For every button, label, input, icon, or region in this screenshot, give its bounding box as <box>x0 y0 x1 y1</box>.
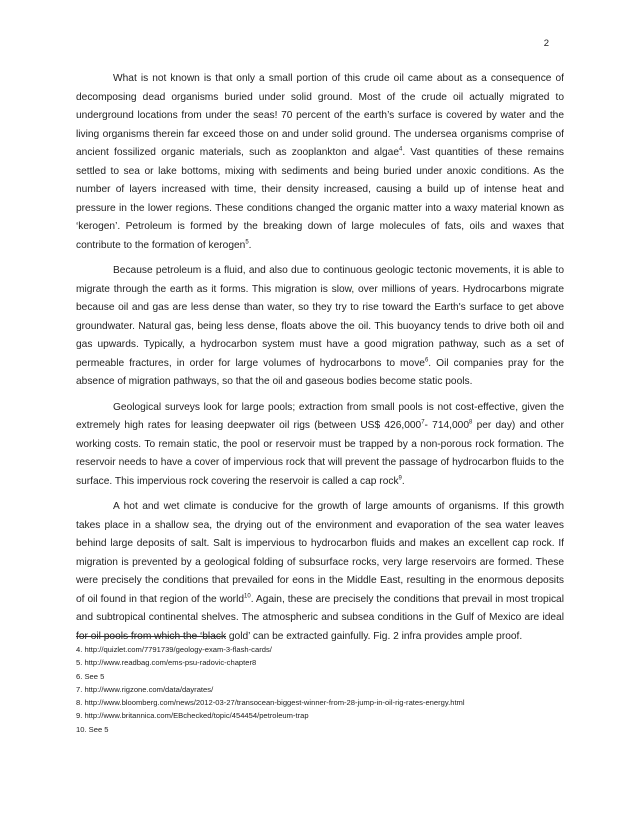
footnote: 10. See 5 <box>76 724 109 734</box>
footnote-ref: 9 <box>398 475 402 482</box>
body-text <box>76 70 564 653</box>
text-run: . <box>248 239 252 251</box>
footnote-ref: 5 <box>245 239 249 246</box>
text-run: . Again, these are precisely the conditions that prevail in most tropical and subtropical continental shelves. The atmospheric and subsea conditions in the Gulf of Mexico are ideal for oil pools from which the ‘black gold’ can be extracted gainfully. Fig. 2 infra provides ample proof. <box>76 593 564 642</box>
text-run: - 714,000 <box>424 420 469 431</box>
text-run: . Vast quantities of these remains settled to sea or lake bottoms, mixing with sediments and being buried under anoxic conditions. As the number of layers increased with time, their density increased, causing a build up of intense heat and pressure in the lower regions. These conditions changed the organic matter into a waxy material known as ‘kerogen’. Petroleum is formed by the breaking down of large molecules of fats, oils and waxes that contribute to the formation of kerogen <box>76 147 564 251</box>
footnote-ref: 8 <box>469 419 473 426</box>
footnote: 6. See 5 <box>76 671 105 681</box>
footnote: 8. http://www.bloomberg.com/news/2012-03-27/transocean-biggest-winner-from-28-jump-in-oil-rig-rates-energy.html <box>76 698 465 708</box>
paragraph <box>76 498 564 646</box>
footnote-ref: 10 <box>244 593 251 600</box>
footnote: 9. http://www.britannica.com/EBchecked/topic/454454/petroleum-trap <box>76 711 309 721</box>
text-run: . <box>401 475 405 487</box>
paragraph <box>76 262 564 392</box>
footnote: 5. http://www.readbag.com/ems-psu-radovic-chapter8 <box>76 658 257 668</box>
footnote-ref: 6 <box>424 357 429 364</box>
text-run: What is not known is that only a small portion of this crude oil came about as a consequence of decomposing dead organisms buried under solid ground. Most of the crude oil actually migrated to underground locations from under the seas! 70 percent of the earth’s surface is covered by water and the living organisms therein far exceed those on and under solid ground. The undersea organisms comprise of ancient fossilized organic materials, such as zooplankton and algae <box>76 73 564 158</box>
footnote: 4. http://quizlet.com/7791739/geology-exam-3-flash-cards/ <box>76 645 272 654</box>
footnotes <box>76 643 576 736</box>
footnote-ref: 7 <box>421 419 425 426</box>
paragraph <box>76 70 564 255</box>
text-run: . Oil companies pray for the absence of migration pathways, so that the oil and gaseous bodies become static pools. <box>76 357 564 387</box>
footnote-ref: 4 <box>398 146 403 153</box>
paragraph <box>76 399 564 492</box>
footnote-divider <box>76 636 226 637</box>
page-number: 2 <box>543 38 549 49</box>
text-run: Because petroleum is a fluid, and also due to continuous geologic tectonic movements, it is able to migrate through the earth as it forms. This migration is slow, over millions of years. Hydrocarbons migrate because oil and gas are less dense than water, so they try to rise toward the Earth's surface to get above groundwater. Natural gas, being less dense, floats above the oil. This buoyancy tends to drive both oil and gas upwards. Typically, a hydrocarbon system must have a good migration pathway, such as a set of permeable fractures, in order for large volumes of hydrocarbons to move <box>76 265 564 369</box>
text-run: Geological surveys look for large pools; extraction from small pools is not cost-effective, given the extremely high rates for leasing deepwater oil rigs (between US$ 426,000 <box>76 401 564 431</box>
footnote: 7. http://www.rigzone.com/data/dayrates/ <box>76 684 214 694</box>
text-run: per day) and other working costs. To remain static, the pool or reservoir must be trapped by a non-porous rock formation. The reservoir needs to have a cover of impervious rock that will prevent the passage of hydrocarbon fluids to the surface. This impervious rock covering the reservoir is called a cap rock <box>76 420 564 487</box>
text-run: A hot and wet climate is conducive for the growth of large amounts of organisms. If this growth takes place in a shallow sea, the drying out of the environment and evaporation of the sea water leaves behind large deposits of salt. Salt is impervious to hydrocarbon fluids and makes an excellent cap rock. If migration is prevented by a geological folding of subsurface rocks, very large reservoirs are formed. These were precisely the conditions that prevailed for eons in the Middle East, resulting in the enormous deposits of oil found in that region of the world <box>76 501 564 605</box>
